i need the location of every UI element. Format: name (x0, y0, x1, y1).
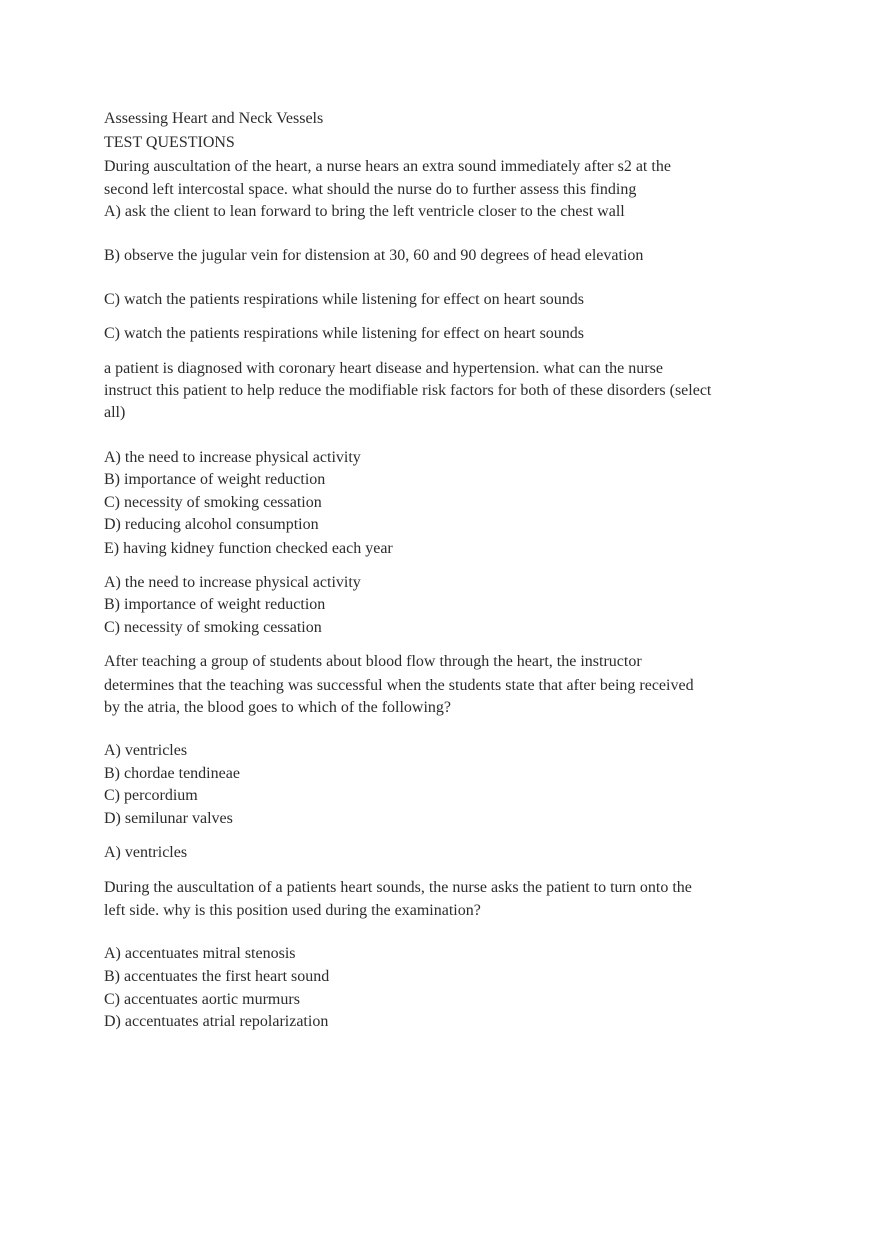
q2-answer-a: A) the need to increase physical activity (104, 574, 361, 591)
q2-answer-b: B) importance of weight reduction (104, 596, 326, 613)
q1-answer: C) watch the patients respirations while listening for effect on heart sounds (104, 325, 585, 342)
document-subtitle: TEST QUESTIONS (104, 134, 235, 151)
q2-stem-line-1: a patient is diagnosed with coronary heart disease and hypertension. what can the nurse (104, 360, 663, 377)
q2-option-a: A) the need to increase physical activity (104, 449, 361, 466)
q1-option-b: B) observe the jugular vein for distension at 30, 60 and 90 degrees of head elevation (104, 247, 644, 264)
q4-option-b: B) accentuates the first heart sound (104, 968, 330, 985)
q3-answer: A) ventricles (104, 844, 188, 861)
q1-stem-line-1: During auscultation of the heart, a nurse hears an extra sound immediately after s2 at the (104, 158, 671, 175)
q3-stem-line-2: determines that the teaching was successful when the students state that after being received (104, 677, 694, 694)
q2-option-e: E) having kidney function checked each year (104, 540, 393, 557)
q2-answer-c: C) necessity of smoking cessation (104, 619, 322, 636)
q4-option-c: C) accentuates aortic murmurs (104, 991, 300, 1008)
q4-stem-line-1: During the auscultation of a patients heart sounds, the nurse asks the patient to turn onto the (104, 879, 692, 896)
q2-stem-line-3: all) (104, 404, 126, 421)
q1-option-a: A) ask the client to lean forward to bring the left ventricle closer to the chest wall (104, 203, 625, 220)
q3-option-b: B) chordae tendineae (104, 765, 240, 782)
q3-option-a: A) ventricles (104, 742, 188, 759)
q4-option-d: D) accentuates atrial repolarization (104, 1013, 329, 1030)
q4-option-a: A) accentuates mitral stenosis (104, 945, 296, 962)
q2-option-d: D) reducing alcohol consumption (104, 516, 319, 533)
q2-option-c: C) necessity of smoking cessation (104, 494, 322, 511)
q1-option-c: C) watch the patients respirations while listening for effect on heart sounds (104, 291, 585, 308)
q1-stem-line-2: second left intercostal space. what should the nurse do to further assess this finding (104, 181, 637, 198)
document-title: Assessing Heart and Neck Vessels (104, 110, 324, 127)
q4-stem-line-2: left side. why is this position used during the examination? (104, 902, 481, 919)
q3-option-d: D) semilunar valves (104, 810, 233, 827)
q2-stem-line-2: instruct this patient to help reduce the modifiable risk factors for both of these disorders (select (104, 382, 712, 399)
q2-option-b: B) importance of weight reduction (104, 471, 326, 488)
q3-option-c: C) percordium (104, 787, 198, 804)
q3-stem-line-3: by the atria, the blood goes to which of the following? (104, 699, 452, 716)
q3-stem-line-1: After teaching a group of students about blood flow through the heart, the instructor (104, 653, 642, 670)
